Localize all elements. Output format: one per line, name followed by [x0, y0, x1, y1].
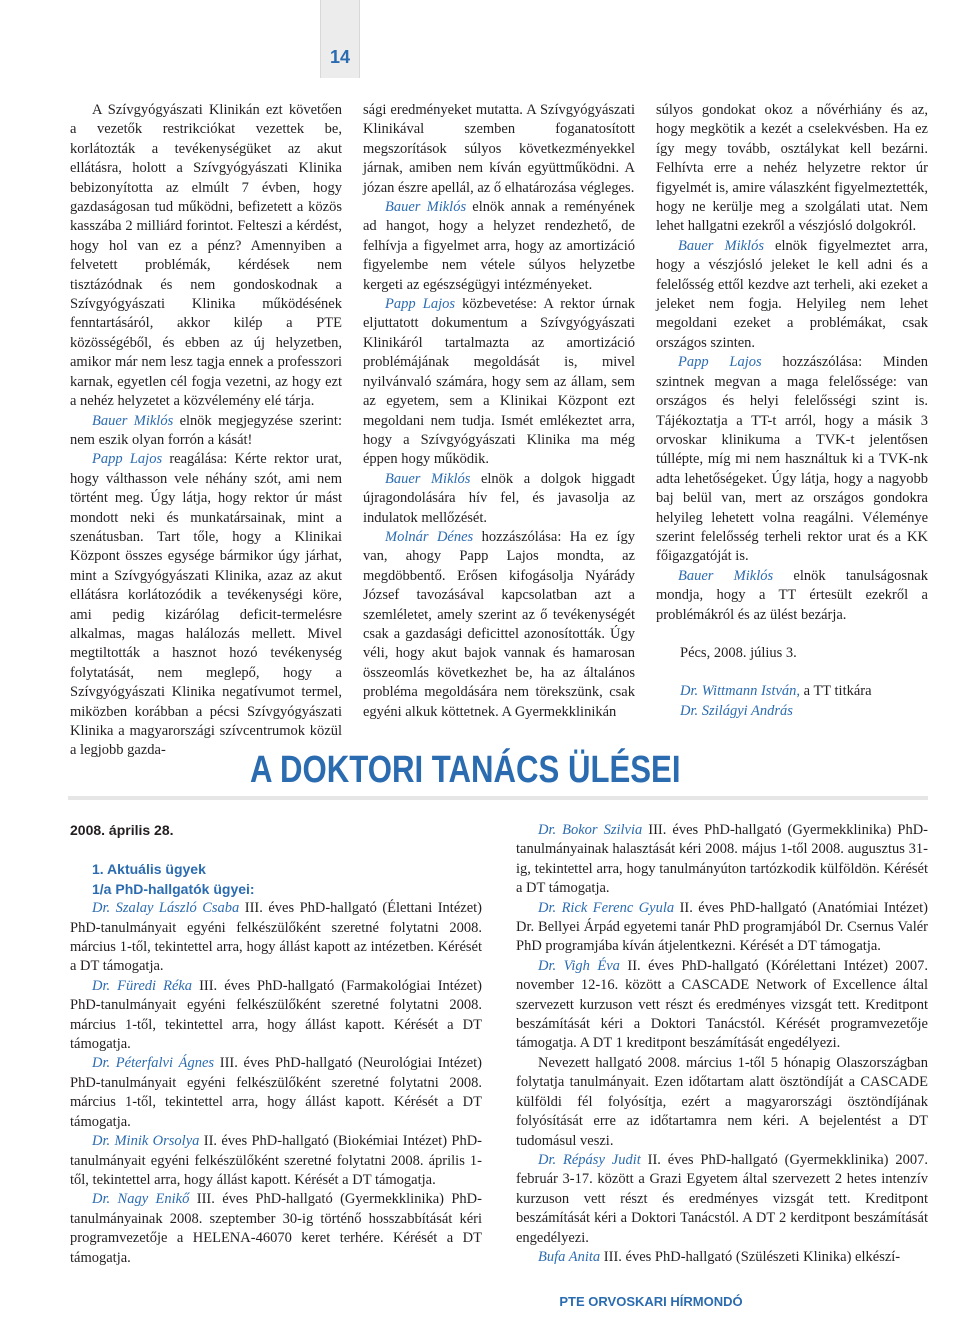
paragraph: Papp Lajos közbevetése: A rektor úrnak eljuttatott dokumentum a Szívgyógyászati Klinikáról tartalmazta az amortizáció problémájának megoldását is, mivel nyilvánvaló számára, hogy sem az állam, sem az egyetem, sem a Klinikai Központ ezt megoldani nem tudja. Ismét emlékeztet arra, hogy a Szívgyógyászati Klinika ma még éppen hogy működik. [363, 296, 635, 468]
place-date: Pécs, 2008. július 3. [680, 644, 797, 661]
entry: Dr. Nagy Enikő III. éves PhD-hallgató (Gyermekklinika) PhD-tanulmányainak 2008. szeptember 30-ig történő hosszabbítását kéri programvezetője a HELENA-46070 keret terhére. Kérését a DT támogatja. [70, 1191, 482, 1266]
article-column-2 [363, 101, 635, 722]
subsection-heading: 1/a PhD-hallgatók ügyei: [92, 880, 255, 897]
section-title: A DOKTORI TANÁCS ÜLÉSEI [250, 749, 681, 791]
paragraph: Bauer Miklós elnök figyelmeztet arra, hogy a vészjósló jeleket le kell adni és a felelősség ettől kezdve azt terheli, aki ezeket a jeleket nem fogja. Helyileg nem lehet megoldani ezeket a problémákat, csak országos szinten. [656, 237, 928, 351]
entry: Dr. Füredi Réka III. éves PhD-hallgató (Farmakológiai Intézet) PhD-tanulmányait egyéni felkészülőként szeretné folytatni 2008. március 1-től, tekintettel arra, hogy állást kapott. Kérését a DT támogatja. [70, 977, 482, 1053]
signature-secretary: Dr. Wittmann István, a TT titkára [680, 683, 872, 700]
meeting-date: 2008. április 28. [70, 822, 174, 838]
entry: Dr. Répásy Judit II. éves PhD-hallgató (Gyermekklinika) 2007. február 3-17. között a Grazi Egyetem által szervezett 2 hetes intenzív kurzuson vett részt és eredményes vizsgát tett. Kreditpont beszámítását kéri a Doktori Tanácstól. A DT 2 kerditpont beszámítását engedélyezi. [516, 1151, 928, 1246]
minutes-column-left [70, 821, 482, 1268]
footer-publication-name: PTE ORVOSKARI HÍRMONDÓ [559, 1294, 743, 1309]
article-column-3 [656, 101, 928, 721]
entry: Dr. Vigh Éva II. éves PhD-hallgató (Kórélettani Intézet) 2007. november 12-16. között a CASCADE Network of Excellence által szervezett kurzuson vett részt és eredményes vizsgát tett. Kreditpont beszámítását kéri a Doktori Tanácstól. Kérését programvezetője támogatja. A DT 1 kreditpont beszámítását engedélyezi. [516, 957, 928, 1052]
paragraph: Molnár Dénes hozzászólása: Ha ez így van, ahogy Papp Lajos mondta, az megdöbbentő. Erősen kifogásolja Nyárády József tavozásával kapcsolatban azt a szemléletet, amely szerint az ő tevékenységét csak a gazdasági deficittel azonosították. Úgy véli, hogy akut bajok vannak és hamarosan összeomlás következhet be, ha az általános probléma megoldására nem törekszünk, csak egyéni alkuk köttetnek. A Gyermekklinikán [363, 528, 635, 720]
signature-second: Dr. Szilágyi András [680, 702, 793, 719]
minutes-column-right [516, 821, 928, 1267]
paragraph: Bauer Miklós elnök annak a reményének ad hangot, hogy a helyzet rendezhető, de felhívja a figyelmet arra, hogy az amortizáció figyelembe nem vétele súlyos helyzetbe kergeti az egészségügyi intézményeket. [363, 199, 636, 293]
paragraph: sági eredményeket mutatta. A Szívgyógyászati Klinikával szemben foganatosított megszorítások súlyos következményekkel járnak, amiben nem kíván együttműködni. A józan észre apellál, az ő elhatározása végleges. [363, 102, 635, 196]
entry: Nevezett hallgató 2008. március 1-től 5 hónapig Olaszországban folytatja tanulmányait. Ezen időtartam alatt ösztöndíját a CASCADE külföldi fél folyósítja, ezért a magyarországi ösztöndíjának folyósítását erre az időtartamra nem kéri. A bejelentést a DT tudomásul veszi. [516, 1054, 928, 1149]
entry: Dr. Rick Ferenc Gyula II. éves PhD-hallgató (Anatómiai Intézet) Dr. Bellyei Árpád egyetemi tanár PhD programjából Dr. Csernus Valér PhD programjába kíván átjelentkezni. Kérését a DT támogatja. [516, 899, 928, 955]
paragraph: Bauer Miklós elnök tanulságosnak mondja, hogy a TT értesült ezekről a problémákról és az ülést bezárja. [656, 567, 928, 623]
entry: Dr. Bokor Szilvia III. éves PhD-hallgató (Gyermekklinika) PhD-tanulmányainak halasztását kéri 2008. május 1-től 2008. augusztus 31-ig, tekintettel arra, hogy tanulmányúton tartózkodik külföldön. Kérését a DT támogatja. [516, 822, 929, 897]
entry: Dr. Péterfalvi Ágnes III. éves PhD-hallgató (Neurológiai Intézet) PhD-tanulmányait egyéni felkészülőként szeretné folytatni 2008. március 1-től, tekintettel arra, hogy állást kapott. Kérését a DT támogatja. [70, 1055, 482, 1130]
paragraph: A Szívgyógyászati Klinikán ezt követően a vezetők restrikciókat vezettek be, korlátozták a tevékenységüket az akut ellátásra, holott a Szívgyógyászati Klinika bebizonyította az elmúlt 7 évben, hogy gazdaságosan tud működni, befizetett a közös kasszába 2 milliárd forintot. Felteszi a kérdést, hogy hol van ez a pénz? Amennyiben a felvetett problémák, kérdések nem tisztázódnak és nem gondoskodnak a Szívgyógyászati Klinika működésének fenntartásáról, akkor kilép a PTE közösségéből, és ebben az új helyzetben, amikor már nem lesz tagja ennek a professzori karnak, egyetlen cél fogja vezetni, az hogy ezt a nehéz helyzetet a közvélemény elé tárja. [70, 102, 342, 410]
section-heading: 1. Aktuális ügyek [92, 861, 206, 878]
paragraph: Bauer Miklós elnök a dolgok higgadt újragondolására hív fel, és javasolja az indulatok mellőzését. [363, 470, 635, 526]
paragraph: Bauer Miklós elnök megjegyzése szerint: nem eszik olyan forrón a kását! [70, 412, 342, 448]
entry: Bufa Anita III. éves PhD-hallgató (Szülészeti Klinika) elkészí- [538, 1248, 901, 1265]
paragraph: súlyos gondokat okoz a nővérhiány és az, hogy megkötik a kezét a cselekvésben. Ha ez így megy tovább, osztálykat kell bezárni. Felhívta erre a nehéz helyzetre rektor úr figyelmét is, amire válaszként figyelmeztették, hogy ne kerülje meg a szolgálati utat. Nem lehet hallgatni ezekről a vészjósló dolgokról. [656, 102, 928, 235]
page-number-tab [320, 0, 360, 78]
article-column-1 [70, 101, 342, 761]
paragraph: Papp Lajos hozzászólása: Minden szintnek megvan a maga felelőssége: van országos és helyi felelősségi szint is. Tájékoztatja a TT-t arról, hogy a másik 3 orvoskar klinikuma a TVK-t jelentősen túllépte, míg mi nem használtuk ki a TVK-nk adta lehetőségeket. Úgy látja, hogy a nagyobb baj belül van, mert az országos gondokra helyileg lehetett volna reagálni. Véleménye szerint felelősség terheli rektor urat és a KK főigazgatóját is. [656, 354, 928, 565]
entry: Dr. Minik Orsolya II. éves PhD-hallgató (Biokémiai Intézet) PhD-tanulmányait egyéni felkészülőként szeretné folytatni 2008. április 1-től, tekintettel arra, hogy állást kapott. Kérését a DT támogatja. [70, 1133, 482, 1188]
page-number: 14 [329, 47, 351, 67]
entry: Dr. Szalay László Csaba III. éves PhD-hallgató (Élettani Intézet) PhD-tanulmányait egyéni felkészülőként szeretné folytatni 2008. március 1-től, tekintettel arra, hogy állást kapott az intézetben. Kérését a DT támogatja. [70, 900, 482, 975]
paragraph: Papp Lajos reagálása: Kérte rektor urat, hogy válthasson vele néhány szót, ami nem történt meg. Úgy látja, hogy rektor úr mást mondott neki és munkatársainak, mint a szenátusban. Tart tőle, hogy a Klinikai Központ összes egysége bármikor úgy járhat, mint a Szívgyógyászati Klinika, azaz az akut ellátásra korlátozódik a tevékenységi köre, ami pedig kizárólag deficit-termelésre alkalmas, magas halálozás mellett. Mivel megtiltották a hasznot hozó tevékenység folytatását, nem meglepő, hogy a Szívgyógyászati Klinika negatívumot termel, miközben korábban a pécsi Szívgyógyászati Klinika a magyarországi szívcentrumok közül a legjobb gazda- [70, 451, 343, 759]
